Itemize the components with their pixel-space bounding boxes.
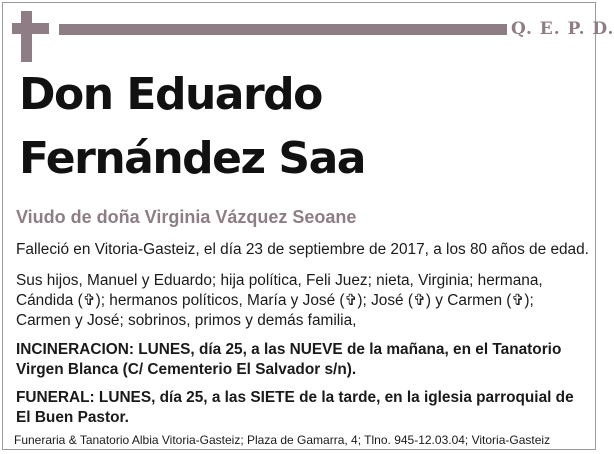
- deceased-name-line2: Fernández Saa: [19, 133, 365, 184]
- cross-icon-vertical-bar: [21, 11, 32, 62]
- cremation-details: INCINERACION: LUNES, día 25, a las NUEVE de la mañana, en el Tanatorio Virgen Blanca (C/ Cementerio El Salvador s/n).: [16, 341, 562, 378]
- widow-of-line: Viudo de doña Virginia Vázquez Seoane: [16, 207, 357, 227]
- cross-icon-horizontal-bar: [12, 23, 49, 34]
- funeral-details: FUNERAL: LUNES, día 25, a las SIETE de la tarde, en la iglesia parroquial de El Buen Pastor.: [16, 389, 574, 426]
- header-rule: [59, 24, 507, 35]
- deceased-name-line1: Don Eduardo: [19, 69, 322, 120]
- death-notice: Falleció en Vitoria-Gasteiz, el día 23 de septiembre de 2017, a los 80 años de edad.: [16, 241, 589, 258]
- funeral-home-footer: Funeraria & Tanatorio Albia Vitoria-Gasteiz; Plaza de Gamarra, 4; Tlno. 945-12.03.04; Vitoria-Gasteiz: [14, 433, 551, 447]
- family-list: Sus hijos, Manuel y Eduardo; hija política, Feli Juez; nieta, Virginia; hermana, Cándida (✞); hermanos políticos, María y José (✞); José (✞) y Carmen (✞); Carmen y José; sobrinos, primos y demás familia,: [16, 272, 543, 329]
- qepd-label: Q. E. P. D.: [511, 19, 614, 39]
